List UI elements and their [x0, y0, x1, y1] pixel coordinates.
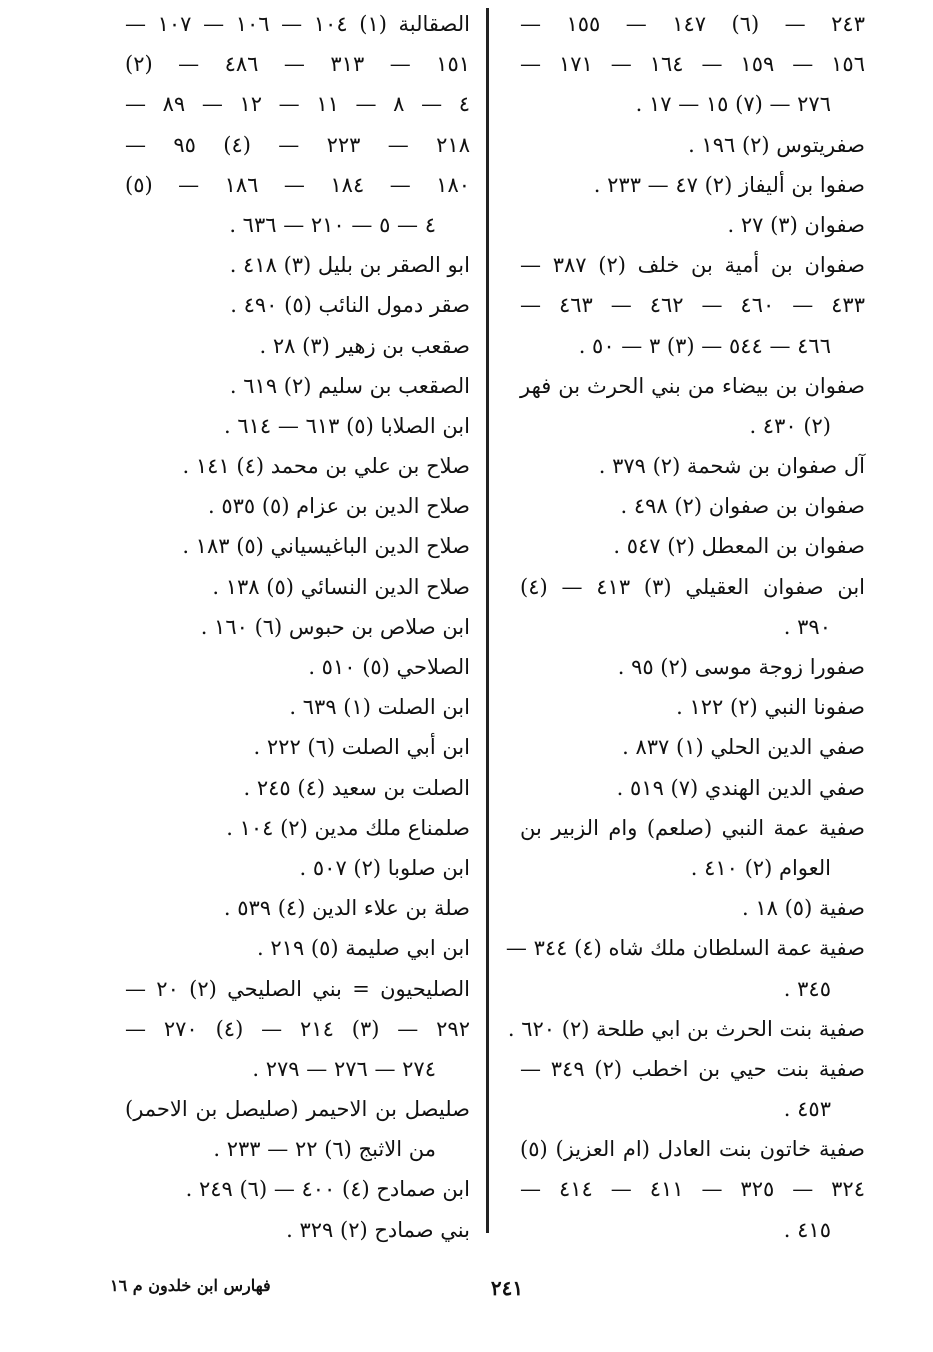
index-entry-line: ٢٧٦ — (٧) ١٥ — ١٧ .: [635, 92, 831, 117]
index-entry-line: ابن الصلت (١) ٦٣٩ .: [289, 695, 470, 720]
page-number: ٢٤١: [490, 1276, 524, 1300]
index-entry-line: صفوان بن صفوان (٢) ٤٩٨ .: [620, 494, 865, 519]
index-entry-line: ابن صلوبا (٢) ٥٠٧ .: [299, 855, 470, 880]
index-entry-line: صفية بنت الحرث بن ابي طلحة (٢) ٦٢٠ .: [507, 1016, 865, 1041]
index-entry-line: ٤ — ٥ — ٢١٠ — ٦٣٦ .: [229, 212, 436, 237]
index-entry-line: صلة بن علاء الدين (٤) ٥٣٩ .: [223, 896, 470, 921]
index-entry-line: صفي الدين الهندي (٧) ٥١٩ .: [616, 775, 865, 800]
index-entry-line: ابن صمادح (٤) ٤٠٠ — (٦) ٢٤٩ .: [185, 1177, 470, 1202]
index-column-right: [505, 4, 865, 1250]
index-entry-line: الصليحيون = بني الصليحي (٢) ٢٠ —: [125, 976, 470, 1001]
index-entry-line: الصقالبة (١) ١٠٤ — ١٠٦ — ١٠٧ —: [125, 12, 470, 36]
index-entry-line: صفوان بن بيضاء من بني الحرث بن فهر: [520, 373, 865, 398]
index-entry-line: ١٨٠ — ١٨٤ — ١٨٦ — (٥): [125, 172, 471, 197]
index-entry-line: ٤٦٦ — ٥٤٤ — (٣) ٣ — ٥٠ .: [578, 333, 831, 358]
index-entry-line: ٣٢٤ — ٣٢٥ — ٤١١ — ٤١٤ —: [520, 1177, 865, 1202]
index-entry-line: ١٥٦ — ١٥٩ — ١٦٤ — ١٧١ —: [520, 52, 865, 77]
index-entry-line: ٢١٨ — ٢٢٣ — (٤) ٩٥ —: [125, 132, 470, 157]
index-entry-line: آل صفوان بن شحمة (٢) ٣٧٩ .: [598, 454, 865, 479]
index-entry-line: ٤١٥ .: [783, 1217, 831, 1242]
index-entry-line: صليصل بن الاحيمر (صليصل بن الاحمر): [125, 1097, 470, 1122]
footer-note: فهارس ابن خلدون م ١٦: [110, 1276, 271, 1295]
index-entry-line: ٣٩٠ .: [783, 614, 831, 639]
index-entry-line: صفية خاتون بنت العادل (ام العزيز) (٥): [520, 1137, 865, 1162]
index-entry-line: صلاح الدين الباغيسياني (٥) ١٨٣ .: [182, 534, 470, 559]
index-entry-line: صفوان بن المعطل (٢) ٥٤٧ .: [613, 534, 865, 559]
index-entry-line: ٣٤٥ .: [783, 976, 831, 1001]
index-entry-line: ابن ابي صليمة (٥) ٢١٩ .: [257, 936, 470, 961]
index-entry-line: صفية عمة السلطان ملك شاه (٤) ٣٤٤ —: [505, 936, 865, 961]
index-entry-line: الصقعب بن سليم (٢) ٦١٩ .: [229, 373, 470, 398]
index-entry-line: صفوان (٣) ٢٧ .: [727, 212, 865, 237]
index-entry-line: صقعب بن زهير (٣) ٢٨ .: [259, 333, 470, 358]
index-entry-line: من الاثبج (٦) ٢٢ — ٢٣٣ .: [213, 1137, 436, 1162]
index-entry-line: ٤ — ٨ — ١١ — ١٢ — ٨٩ —: [125, 92, 471, 117]
index-entry-line: صفي الدين الحلي (١) ٨٣٧ .: [622, 735, 865, 760]
index-entry-line: صفونا النبي (٢) ١٢٢ .: [676, 695, 865, 720]
index-entry-line: ٢٤٣ — (٦) ١٤٧ — ١٥٥ —: [520, 12, 865, 36]
index-entry-line: (٢) ٤٣٠ .: [749, 413, 831, 438]
index-entry-line: ٤٣٣ — ٤٦٠ — ٤٦٢ — ٤٦٣ —: [520, 293, 865, 318]
index-entry-line: الصلت بن سعيد (٤) ٢٤٥ .: [243, 775, 470, 800]
index-entry-line: ٢٩٢ — (٣) ٢١٤ — (٤) ٢٧٠ —: [125, 1016, 470, 1041]
index-entry-line: ابن صلاص بن حبوس (٦) ١٦٠ .: [200, 614, 470, 639]
index-entry-line: ٤٥٣ .: [783, 1097, 831, 1122]
index-entry-line: صفوان بن أمية بن خلف (٢) ٣٨٧ —: [520, 253, 865, 278]
index-entry-line: صفوا بن أليفاز (٢) ٤٧ — ٢٣٣ .: [593, 172, 865, 197]
index-entry-line: صفية (٥) ١٨ .: [742, 896, 865, 921]
index-entry-line: ابو الصقر بن بليل (٣) ٤١٨ .: [229, 253, 470, 278]
index-entry-line: ابن صفوان العقيلي (٣) ٤١٣ — (٤): [520, 574, 865, 599]
index-entry-line: صلاح الدين النسائي (٥) ١٣٨ .: [212, 574, 470, 599]
index-entry-line: بني صمادح (٢) ٣٢٩ .: [286, 1217, 470, 1242]
index-entry-line: صلمناع ملك مدين (٢) ١٠٤ .: [226, 815, 470, 840]
index-entry-line: ابن الصلابا (٥) ٦١٣ — ٦١٤ .: [224, 413, 470, 438]
index-column-left: [125, 4, 470, 1250]
index-entry-line: العوام (٢) ٤١٠ .: [690, 855, 831, 880]
index-entry-line: ابن أبي الصلت (٦) ٢٢٢ .: [253, 735, 470, 760]
index-entry-line: صفورا زوجة موسى (٢) ٩٥ .: [617, 655, 865, 679]
index-entry-line: ١٥١ — ٣١٣ — ٤٨٦ — (٢): [125, 52, 471, 77]
index-entry-line: صلاح الدين بن عزام (٥) ٥٣٥ .: [207, 494, 470, 519]
index-entry-line: ٢٧٤ — ٢٧٦ — ٢٧٩ .: [252, 1056, 436, 1081]
column-divider: [486, 8, 489, 1233]
index-entry-line: الصلاحي (٥) ٥١٠ .: [308, 655, 470, 679]
index-entry-line: صلاح بن علي بن محمد (٤) ١٤١ .: [182, 454, 470, 479]
index-entry-line: صفية عمة النبي (صلعم) وام الزبير بن: [520, 815, 865, 840]
index-entry-line: صفريتوس (٢) ١٩٦ .: [688, 132, 865, 157]
index-entry-line: صفية بنت حيي بن اخطب (٢) ٣٤٩ —: [520, 1056, 865, 1081]
index-entry-line: صقر دمول النائب (٥) ٤٩٠ .: [230, 293, 470, 318]
